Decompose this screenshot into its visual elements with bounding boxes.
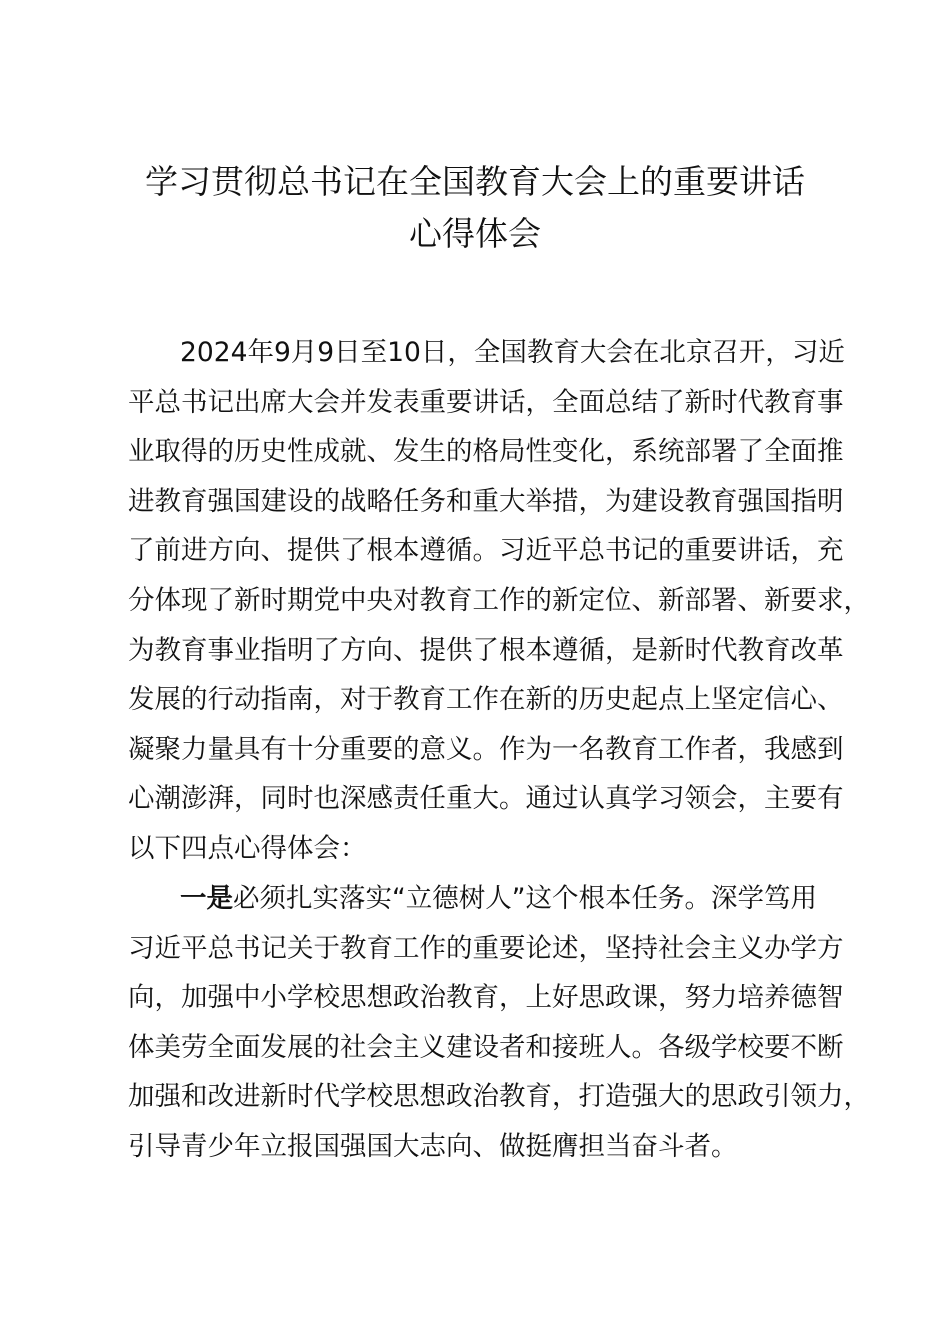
paragraph-line: 向，加强中小学校思想政治教育，上好思政课，努力培养德智 (128, 982, 844, 1014)
paragraph-line: 引导青少年立报国强国大志向、做挺膺担当奋斗者。 (128, 1130, 738, 1162)
paragraph-line: 分体现了新时期党中央对教育工作的新定位、新部署、新要求， (128, 584, 870, 616)
paragraph-point-one (128, 874, 868, 1172)
paragraph-line: 加强和改进新时代学校思想政治教育，打造强大的思政引领力， (128, 1081, 870, 1113)
paragraph-line: 了前进方向、提供了根本遵循。习近平总书记的重要讲话，充 (128, 535, 844, 567)
paragraph-line (128, 874, 868, 924)
paragraph-line: 心潮澎湃，同时也深感责任重大。通过认真学习领会，主要有 (128, 783, 844, 815)
document-title-line-2: 心得体会 (409, 214, 541, 253)
paragraph-line: 以下四点心得体会： (128, 832, 367, 864)
paragraph-line: 2024年9月9日至10日，全国教育大会在北京召开，习近 (180, 337, 845, 368)
paragraph-line: 业取得的历史性成就、发生的格局性变化，系统部署了全面推 (128, 436, 844, 468)
paragraph-line: 为教育事业指明了方向、提供了根本遵循，是新时代教育改革 (128, 634, 844, 666)
paragraph-line: 体美劳全面发展的社会主义建设者和接班人。各级学校要不断 (128, 1031, 844, 1063)
paragraph-intro (128, 328, 868, 874)
paragraph-line: 进教育强国建设的战略任务和重大举措，为建设教育强国指明 (128, 485, 844, 517)
paragraph-line: 凝聚力量具有十分重要的意义。作为一名教育工作者，我感到 (128, 733, 844, 765)
paragraph-line: 发展的行动指南，对于教育工作在新的历史起点上坚定信心、 (128, 684, 844, 716)
paragraph-line: 习近平总书记关于教育工作的重要论述，坚持社会主义办学方 (128, 932, 844, 964)
paragraph-line: 平总书记出席大会并发表重要讲话，全面总结了新时代教育事 (128, 386, 844, 418)
paragraph-lead-label: 一是 (180, 883, 233, 914)
paragraph-line-text: 必须扎实落实“立德树人”这个根本任务。深学笃用 (233, 883, 817, 914)
document-title-line-1: 学习贯彻总书记在全国教育大会上的重要讲话 (145, 162, 805, 201)
